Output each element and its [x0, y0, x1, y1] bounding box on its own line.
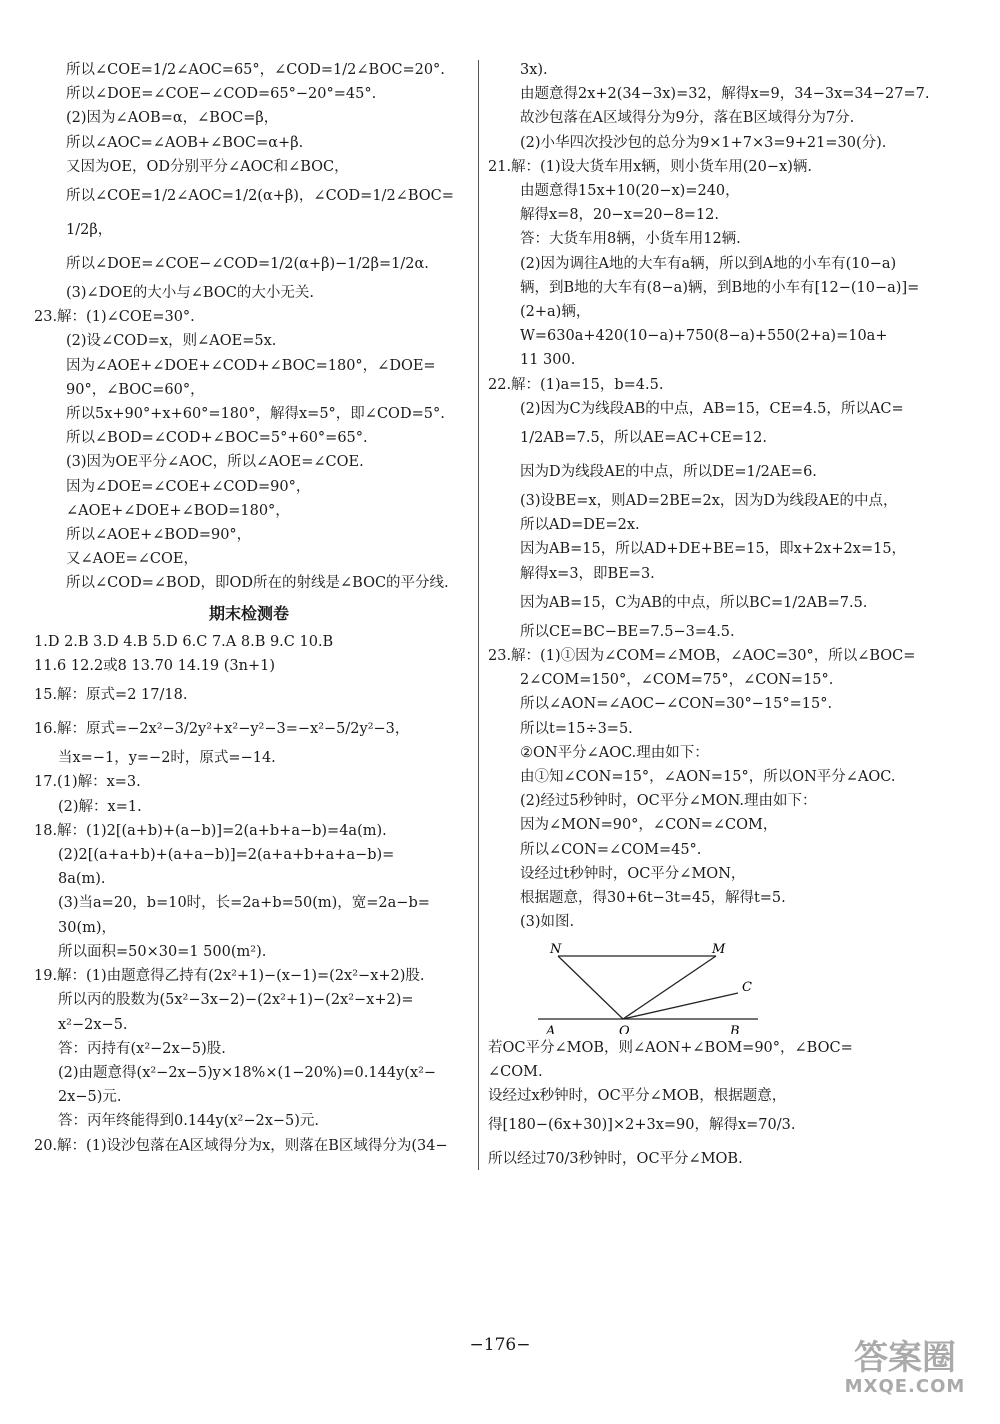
- label-n: N: [550, 941, 562, 957]
- text-line: (2)2[(a+a+b)+(a+a−b)]=2(a+a+b+a+a−b)=: [58, 847, 395, 864]
- text-line: x²−2x−5.: [58, 1016, 128, 1033]
- text-line: 因为D为线段AE的中点，所以DE=1/2AE=6.: [520, 464, 817, 481]
- text-line: 21.解：(1)设大货车用x辆，则小货车用(20−x)辆.: [488, 158, 812, 175]
- text-line: 所以∠DOE=∠COE−∠COD=1/2(α+β)−1/2β=1/2α.: [66, 256, 429, 273]
- section-title: 期末检测卷: [208, 603, 289, 623]
- watermark-bottom: MXQE.COM: [844, 1376, 966, 1397]
- text-line: 所以AD=DE=2x.: [520, 517, 640, 534]
- text-line: 20.解：(1)设沙包落在A区域得分为x，则落在B区域得分为(34−: [34, 1137, 448, 1154]
- text-line: (2)由题意得(x²−2x−5)y×18%×(1−20%)=0.144y(x²−: [58, 1064, 437, 1081]
- label-m: M: [712, 941, 726, 957]
- text-line: 所以丙的股数为(5x²−3x−2)−(2x²+1)−(2x²−x+2)=: [58, 992, 414, 1009]
- text-line: 8a(m).: [58, 871, 106, 888]
- text-line: 所以面积=50×30=1 500(m²).: [58, 943, 267, 960]
- right-column: [488, 58, 930, 1176]
- text-line: 3x).: [520, 62, 548, 78]
- text-line: ②ON平分∠AOC.理由如下：: [520, 744, 709, 761]
- text-line: 解得x=3，即BE=3.: [520, 565, 655, 582]
- ray-om: [623, 956, 716, 1019]
- text-line: 由题意得2x+2(34−3x)=32，解得x=9，34−3x=34−27=7.: [520, 86, 930, 103]
- text-line: 90°，∠BOC=60°，: [66, 381, 205, 398]
- text-line: 所以t=15÷3=5.: [520, 720, 633, 737]
- text-line: 得[180−(6x+30)]×2+3x=90，解得x=70/3.: [488, 1117, 796, 1134]
- text-line: 2x−5)元.: [58, 1089, 122, 1106]
- text-line: 17.(1)解：x=3.: [34, 774, 141, 791]
- text-line: ∠AOE+∠DOE+∠BOD=180°，: [66, 502, 290, 519]
- text-line: 由①知∠CON=15°，∠AON=15°，所以ON平分∠AOC.: [520, 769, 896, 786]
- text-line: 16.解：原式=−2x²−3/2y²+x²−y²−3=−x²−5/2y²−3，: [34, 721, 410, 738]
- text-line: (2)经过5秒钟时，OC平分∠MON.理由如下：: [520, 793, 817, 810]
- text-line: 所以∠AON=∠AOC−∠CON=30°−15°=15°.: [520, 696, 833, 713]
- text-line: 当x=−1，y=−2时，原式=−14.: [58, 750, 276, 767]
- column-divider: [478, 60, 479, 1170]
- label-a: A: [546, 1023, 556, 1034]
- text-line: 因为∠DOE=∠COE+∠COD=90°，: [66, 478, 311, 495]
- text-line: 18.解：(1)2[(a+b)+(a−b)]=2(a+b+a−b)=4a(m).: [34, 822, 387, 839]
- text-line: (2+a)辆，: [520, 304, 591, 321]
- text-line: 11 300.: [520, 352, 576, 369]
- text-line: 由题意得15x+10(20−x)=240，: [520, 183, 740, 200]
- angle-figure: [528, 939, 768, 1034]
- text-line: 所以∠CON=∠COM=45°.: [520, 841, 702, 858]
- text-line: 因为∠AOE+∠DOE+∠COD+∠BOC=180°，∠DOE=: [66, 357, 436, 374]
- text-line: 1/2AB=7.5，所以AE=AC+CE=12.: [520, 430, 767, 447]
- text-line: (2)设∠COD=x，则∠AOE=5x.: [66, 333, 277, 350]
- text-line: (2)因为C为线段AB的中点，AB=15，CE=4.5，所以AC=: [520, 400, 904, 417]
- label-o: O: [619, 1023, 630, 1034]
- watermark-top: 答案圈: [854, 1338, 956, 1378]
- text-line: 因为AB=15，所以AD+DE+BE=15，即x+2x+2x=15，: [520, 541, 907, 558]
- text-line: 又∠AOE=∠COE，: [66, 551, 198, 568]
- text-line: 若OC平分∠MOB，则∠AON+∠BOM=90°，∠BOC=: [488, 1039, 853, 1056]
- text-line: 所以∠BOD=∠COD+∠BOC=5°+60°=65°.: [66, 430, 368, 447]
- text-line: (2)因为∠AOB=α，∠BOC=β，: [66, 110, 279, 127]
- page-number: −176−: [469, 1335, 531, 1355]
- ray-on: [558, 956, 623, 1019]
- text-line: 解得x=8，20−x=20−8=12.: [520, 207, 720, 224]
- text-line: 所以经过70/3秒钟时，OC平分∠MOB.: [488, 1151, 743, 1168]
- text-line: 所以∠AOC=∠AOB+∠BOC=α+β.: [66, 134, 304, 151]
- text-line: 2∠COM=150°，∠COM=75°，∠CON=15°.: [520, 672, 834, 689]
- text-line: W=630a+420(10−a)+750(8−a)+550(2+a)=10a+: [520, 328, 888, 345]
- label-c: C: [742, 979, 752, 995]
- text-line: 30(m)，: [58, 919, 117, 936]
- text-line: 23.解：(1)①因为∠COM=∠MOB，∠AOC=30°，所以∠BOC=: [488, 648, 916, 665]
- text-line: 所以∠DOE=∠COE−∠COD=65°−20°=45°.: [66, 86, 377, 103]
- watermark-logo: [830, 1326, 980, 1406]
- text-line: 所以CE=BC−BE=7.5−3=4.5.: [520, 623, 735, 640]
- text-line: 辆，到B地的大车有(8−a)辆，到B地的小车有[12−(10−a)]=: [520, 279, 920, 296]
- text-line: (2)小华四次投沙包的总分为9×1+7×3=9+21=30(分).: [520, 134, 887, 151]
- text-line: 所以∠AOE+∠BOD=90°，: [66, 527, 252, 544]
- text-line: (3)因为OE平分∠AOC，所以∠AOE=∠COE.: [66, 454, 364, 471]
- left-column: [34, 58, 464, 1158]
- text-line: 所以∠COE=1/2∠AOC=1/2(α+β)，∠COD=1/2∠BOC=: [66, 188, 454, 205]
- text-line: 答：大货车用8辆，小货车用12辆.: [520, 231, 741, 248]
- ray-oc: [623, 993, 738, 1019]
- text-line: 答：丙持有(x²−2x−5)股.: [58, 1040, 226, 1057]
- text-line: 所以5x+90°+x+60°=180°，解得x=5°，即∠COD=5°.: [66, 406, 445, 423]
- text-line: 11.6 12.2或8 13.70 14.19 (3n+1): [34, 658, 276, 675]
- text-line: 因为∠MON=90°，∠CON=∠COM，: [520, 817, 778, 834]
- text-line: 所以∠COE=1/2∠AOC=65°，∠COD=1/2∠BOC=20°.: [66, 62, 445, 78]
- text-line: 根据题意，得30+6t−3t=45，解得t=5.: [520, 890, 786, 907]
- text-line: (2)因为调往A地的大车有a辆，所以到A地的小车有(10−a): [520, 255, 897, 272]
- text-line: (3)设BE=x，则AD=2BE=2x，因为D为线段AE的中点，: [520, 493, 898, 510]
- text-line: (3)如图.: [520, 914, 575, 931]
- text-line: (3)当a=20，b=10时，长=2a+b=50(m)，宽=2a−b=: [58, 895, 430, 912]
- text-line: 1.D 2.B 3.D 4.B 5.D 6.C 7.A 8.B 9.C 10.B: [34, 633, 334, 650]
- label-b: B: [730, 1023, 740, 1034]
- text-line: 所以∠COD=∠BOD，即OD所在的射线是∠BOC的平分线.: [66, 575, 449, 592]
- text-line: 答：丙年终能得到0.144y(x²−2x−5)元.: [58, 1113, 320, 1130]
- text-line: 设经过x秒钟时，OC平分∠MOB，根据题意，: [488, 1087, 787, 1104]
- text-line: 23.解：(1)∠COE=30°.: [34, 309, 195, 326]
- text-line: (3)∠DOE的大小与∠BOC的大小无关.: [66, 285, 314, 302]
- text-line: 设经过t秒钟时，OC平分∠MON，: [520, 865, 746, 882]
- text-line: 22.解：(1)a=15，b=4.5.: [488, 376, 664, 393]
- text-line: 因为AB=15，C为AB的中点，所以BC=1/2AB=7.5.: [520, 594, 868, 611]
- text-line: 19.解：(1)由题意得乙持有(2x²+1)−(x−1)=(2x²−x+2)股.: [34, 968, 425, 985]
- text-line: 又因为OE，OD分别平分∠AOC和∠BOC，: [66, 158, 349, 175]
- text-line: (2)解：x=1.: [58, 798, 142, 815]
- text-line: 故沙包落在A区域得分为9分，落在B区域得分为7分.: [520, 110, 855, 127]
- text-line: 15.解：原式=2 17/18.: [34, 687, 188, 704]
- text-line: 1/2β，: [66, 222, 113, 239]
- text-line: ∠COM.: [488, 1063, 543, 1080]
